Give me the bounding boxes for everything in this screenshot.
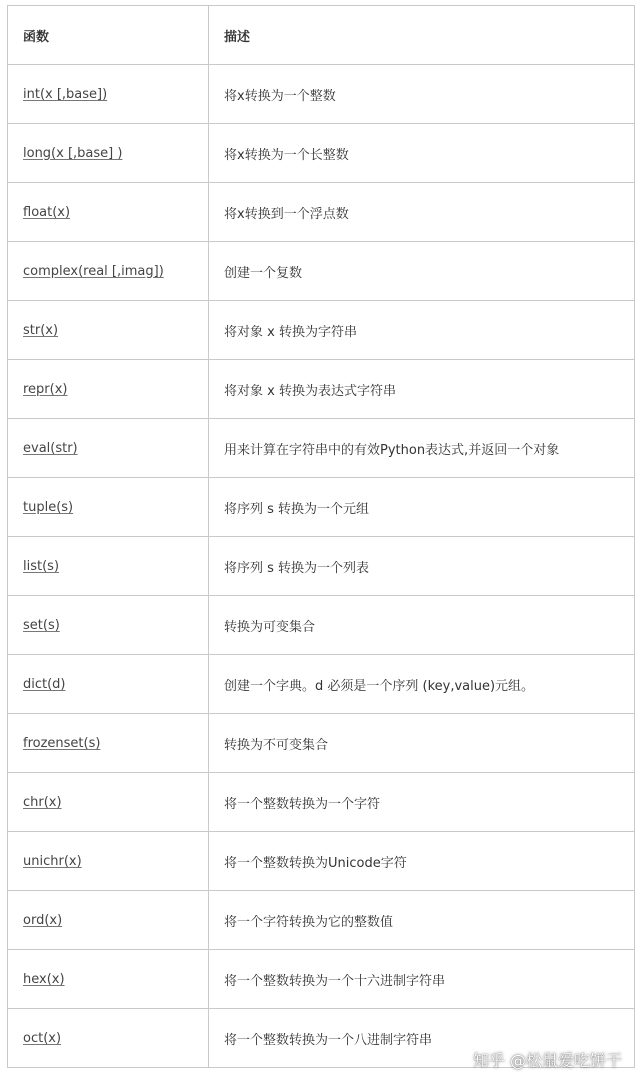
table-row <box>8 655 635 714</box>
table-row <box>8 242 635 301</box>
description-cell: 创建一个复数 <box>209 242 635 301</box>
function-cell <box>8 183 209 242</box>
function-cell <box>8 714 209 773</box>
description-cell: 将序列 s 转换为一个列表 <box>209 537 635 596</box>
function-link[interactable]: list(s) <box>23 558 60 574</box>
conversion-functions-table-container <box>7 5 634 1068</box>
function-link[interactable]: hex(x) <box>23 971 65 987</box>
function-cell <box>8 891 209 950</box>
function-cell <box>8 832 209 891</box>
function-cell <box>8 478 209 537</box>
description-cell: 用来计算在字符串中的有效Python表达式,并返回一个对象 <box>209 419 635 478</box>
table-row <box>8 124 635 183</box>
description-cell: 将x转换为一个长整数 <box>209 124 635 183</box>
description-cell: 将一个整数转换为一个字符 <box>209 773 635 832</box>
function-cell <box>8 301 209 360</box>
table-row <box>8 950 635 1009</box>
function-link[interactable]: repr(x) <box>23 381 68 397</box>
function-link[interactable]: eval(str) <box>23 440 78 456</box>
function-link[interactable]: complex(real [,imag]) <box>23 263 164 279</box>
function-link[interactable]: int(x [,base]) <box>23 86 108 102</box>
function-cell <box>8 773 209 832</box>
function-link[interactable]: chr(x) <box>23 794 62 810</box>
function-cell <box>8 419 209 478</box>
table-row <box>8 419 635 478</box>
description-cell: 将对象 x 转换为表达式字符串 <box>209 360 635 419</box>
table-row <box>8 773 635 832</box>
function-cell <box>8 242 209 301</box>
description-cell: 将一个字符转换为它的整数值 <box>209 891 635 950</box>
function-cell <box>8 596 209 655</box>
function-cell <box>8 65 209 124</box>
description-cell: 将一个整数转换为一个十六进制字符串 <box>209 950 635 1009</box>
function-cell <box>8 1009 209 1068</box>
watermark: 知乎 @松鼠爱吃饼干 <box>472 1051 622 1070</box>
function-cell <box>8 360 209 419</box>
table-row <box>8 65 635 124</box>
function-link[interactable]: str(x) <box>23 322 59 338</box>
table-row <box>8 537 635 596</box>
table-row <box>8 301 635 360</box>
function-cell <box>8 537 209 596</box>
function-link[interactable]: dict(d) <box>23 676 66 692</box>
function-link[interactable]: long(x [,base] ) <box>23 145 123 161</box>
description-cell: 将对象 x 转换为字符串 <box>209 301 635 360</box>
description-cell: 将x转换为一个整数 <box>209 65 635 124</box>
function-link[interactable]: tuple(s) <box>23 499 74 515</box>
description-cell: 将一个整数转换为一个八进制字符串 <box>209 1009 635 1068</box>
table-row <box>8 478 635 537</box>
function-link[interactable]: oct(x) <box>23 1030 62 1046</box>
header-description: 描述 <box>209 6 635 65</box>
description-cell: 将x转换到一个浮点数 <box>209 183 635 242</box>
table-row <box>8 183 635 242</box>
table-row <box>8 596 635 655</box>
table-row <box>8 360 635 419</box>
table-row <box>8 891 635 950</box>
description-cell: 创建一个字典。d 必须是一个序列 (key,value)元组。 <box>209 655 635 714</box>
description-cell: 转换为不可变集合 <box>209 714 635 773</box>
description-cell: 将序列 s 转换为一个元组 <box>209 478 635 537</box>
function-link[interactable]: float(x) <box>23 204 71 220</box>
header-function: 函数 <box>8 6 209 65</box>
table-header-row <box>8 6 635 65</box>
function-link[interactable]: ord(x) <box>23 912 63 928</box>
function-link[interactable]: set(s) <box>23 617 60 633</box>
function-cell <box>8 655 209 714</box>
table-row <box>8 832 635 891</box>
table-row <box>8 714 635 773</box>
description-cell: 转换为可变集合 <box>209 596 635 655</box>
description-cell: 将一个整数转换为Unicode字符 <box>209 832 635 891</box>
function-cell <box>8 124 209 183</box>
table-body <box>8 65 635 1068</box>
conversion-functions-table <box>7 5 635 1068</box>
function-link[interactable]: frozenset(s) <box>23 735 101 751</box>
function-cell <box>8 950 209 1009</box>
function-link[interactable]: unichr(x) <box>23 853 82 869</box>
